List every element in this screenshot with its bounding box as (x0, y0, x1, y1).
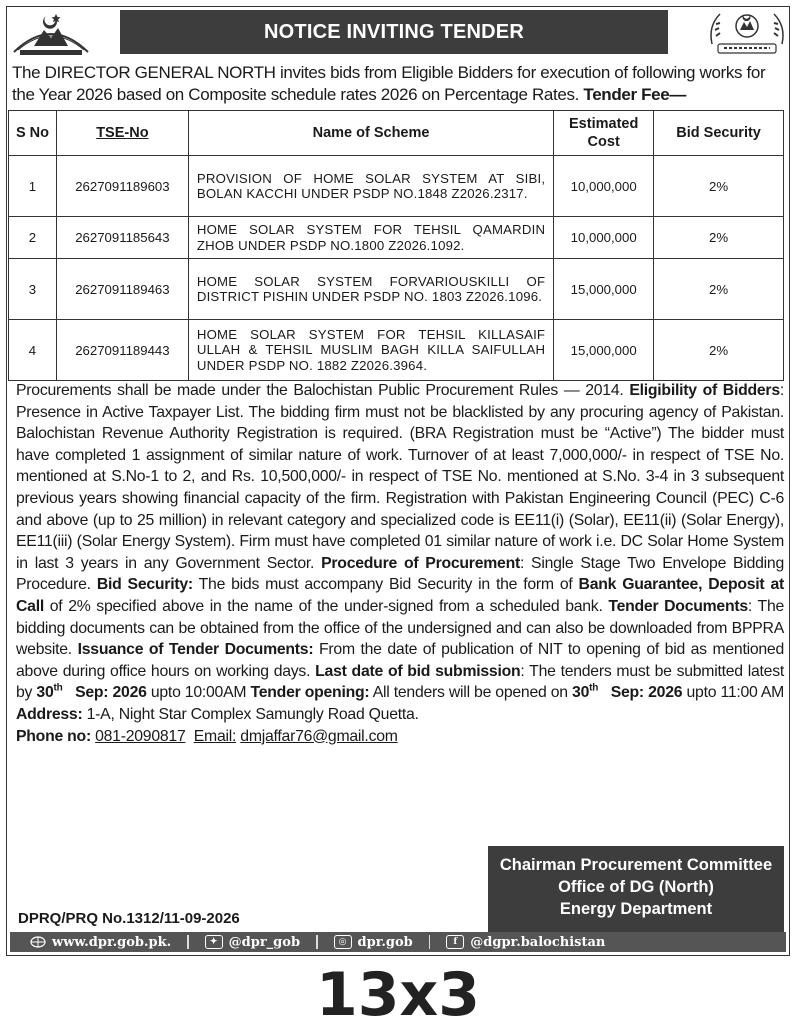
signatory-office: Office of DG (North) (558, 878, 714, 896)
tender-fee-label: Tender Fee— (583, 85, 687, 104)
cell-security: 2% (654, 259, 784, 320)
cell-sno: 4 (9, 320, 57, 381)
footer-divider (187, 935, 189, 949)
cell-tse: 2627091189463 (56, 259, 188, 320)
facebook-icon: f (446, 935, 464, 949)
table-row (9, 320, 784, 381)
twitter-icon: ✦ (205, 935, 223, 949)
last-date-heading: Last date of bid submission (315, 662, 521, 680)
footer-divider (316, 935, 318, 949)
website-item[interactable] (30, 935, 171, 950)
procedure-text: : Single Stage Two Envelope Bidding Procedure. (16, 554, 784, 594)
last-date-day: 30 (36, 684, 54, 702)
last-date-time: upto 10:00AM (146, 684, 247, 702)
cell-scheme: HOME SOLAR SYSTEM FOR TEHSIL QAMARDIN ZHOB UNDER PSDP NO.1800 Z2026.1092. (188, 217, 553, 259)
eligibility-text: : Presence in Active Taxpayer List. The bidding firm must not be blacklisted by any procuring agency of Pakistan. Balochistan Revenue Authority Registration is required. (BRA Registration must be “Active”) The bidder must have completed 1 assignment of similar nature of work. Turnover of at least 7,000,000/- in respect of TSE No. mentioned at S.No-1 to 2, and Rs. 10,500,000/- in respect of TSE No. mentioned at S.No. 3-4 in 3 subsequent previous years showing financial capacity of the firm. Registration with Pakistan Engineering Council (PEC) C-6 and above (up to 25 million) in relevant category and specialized code is EE11(i) (Solar), EE11(ii) (Solar Energy), EE11(iii) (Solar Energy System). Firm must have completed 01 similar nature of work i.e. DC Solar Home System in last 3 years in any Government Sector. (16, 382, 785, 572)
bid-security-text-2: of 2% specified above in the name of the under-signed from a scheduled bank. (43, 597, 603, 615)
cell-sno: 3 (9, 259, 57, 320)
table-header-row (9, 111, 784, 156)
issuance-heading: Issuance of Tender Documents: (77, 641, 314, 659)
intro-line-2: the Year 2026 based on Composite schedule rates 2026 on Percentage Rates. (12, 85, 580, 104)
twitter-item[interactable] (205, 935, 300, 950)
issuance-text: From the date of publication of NIT to opening of bid as mentioned above during office hours on working days. (16, 641, 784, 680)
ad-size-label: 13x3 (316, 960, 480, 1030)
instagram-handle[interactable]: dpr.gob (357, 934, 413, 950)
footer-divider (429, 935, 431, 949)
notice-title: NOTICE INVITING TENDER (120, 10, 668, 54)
cell-cost: 15,000,000 (554, 259, 654, 320)
address-heading: Address: (16, 705, 83, 723)
cell-tse: 2627091189603 (56, 156, 188, 217)
cell-tse: 2627091185643 (56, 217, 188, 259)
rules-sentence: Procurements shall be made under the Balochistan Public Procurement Rules — 2014. (16, 382, 624, 399)
email-heading: Email: (193, 727, 237, 745)
balochistan-emblem-left-icon (10, 6, 92, 58)
col-header-scheme: Name of Scheme (188, 111, 553, 156)
bid-security-instruments: Bank Guarantee, Deposit at Call (16, 576, 785, 615)
opening-heading: Tender opening: (250, 684, 370, 702)
cell-cost: 15,000,000 (554, 320, 654, 381)
dpr-emblem-right-icon (706, 6, 788, 58)
phone-heading: Phone no: (16, 727, 91, 745)
tender-documents-text: : The bidding documents can be obtained from the office of the undersigned and can also be downloaded from BPPRA website. (16, 597, 785, 659)
bid-security-heading: Bid Security: (96, 576, 193, 594)
instagram-item[interactable] (334, 935, 413, 950)
opening-suffix: th (589, 683, 599, 695)
phone-number-link[interactable]: 081-2090817 (95, 727, 186, 745)
opening-text: All tenders will be opened on (369, 684, 568, 702)
cell-security: 2% (654, 156, 784, 217)
table-row (9, 259, 784, 320)
last-date-suffix: th (53, 683, 63, 695)
cell-security: 2% (654, 320, 784, 381)
eligibility-heading: Eligibility of Bidders (629, 382, 780, 399)
cell-security: 2% (654, 217, 784, 259)
last-date-month: Sep: 2026 (75, 684, 147, 702)
signatory-title: Chairman Procurement Committee (499, 856, 773, 874)
col-header-security: Bid Security (654, 111, 784, 156)
reference-number: DPRQ/PRQ No.1312/11-09-2026 (18, 910, 240, 927)
cell-scheme: HOME SOLAR SYSTEM FOR TEHSIL KILLASAIF ULLAH & TEHSIL MUSLIM BAGH KILLA SAIFULLAH UNDER PSDP NO. 1882 Z2026.3964. (188, 320, 553, 381)
twitter-handle[interactable]: @dpr_gob (228, 934, 301, 950)
intro-line-1: The DIRECTOR GENERAL NORTH invites bids from Eligible Bidders for execution of following works for (12, 63, 766, 82)
cell-sno: 1 (9, 156, 57, 217)
tender-table (8, 110, 784, 381)
facebook-handle[interactable]: @dgpr.balochistan (470, 934, 606, 950)
cell-cost: 10,000,000 (554, 217, 654, 259)
cell-scheme: PROVISION OF HOME SOLAR SYSTEM AT SIBI, BOLAN KACCHI UNDER PSDP NO.1848 Z2026.2317. (188, 156, 553, 217)
instagram-icon: ◎ (334, 935, 352, 949)
opening-month: Sep: 2026 (610, 684, 683, 702)
last-date-text: : The tenders must be submitted latest by (16, 662, 784, 702)
signatory-department: Energy Department (559, 900, 713, 918)
opening-time: upto 11:00 AM (686, 684, 785, 702)
social-footer-bar (10, 932, 786, 952)
globe-icon (30, 936, 46, 948)
cell-scheme: HOME SOLAR SYSTEM FORVARIOUSKILLI OF DISTRICT PISHIN UNDER PSDP NO. 1803 Z2026.1096. (188, 259, 553, 320)
col-header-cost: Estimated Cost (554, 111, 654, 156)
procedure-heading: Procedure of Procurement (321, 554, 520, 572)
tender-documents-heading: Tender Documents (608, 597, 748, 615)
website-link[interactable]: www.dpr.gob.pk. (52, 934, 172, 950)
cell-sno: 2 (9, 217, 57, 259)
intro-paragraph (12, 62, 782, 106)
cell-tse: 2627091189443 (56, 320, 188, 381)
col-header-tse: TSE-No (56, 111, 188, 156)
tender-conditions-text (16, 380, 784, 747)
table-row (9, 217, 784, 259)
col-header-sno: S No (9, 111, 57, 156)
facebook-item[interactable] (446, 935, 605, 950)
bid-security-text: The bids must accompany Bid Security in the form of (192, 576, 579, 594)
address-text: 1-A, Night Star Complex Samungly Road Quetta. (82, 705, 419, 723)
cell-cost: 10,000,000 (554, 156, 654, 217)
table-row (9, 156, 784, 217)
signatory-box (488, 846, 784, 934)
opening-day: 30 (572, 684, 590, 702)
email-link[interactable]: dmjaffar76@gmail.com (240, 727, 398, 745)
